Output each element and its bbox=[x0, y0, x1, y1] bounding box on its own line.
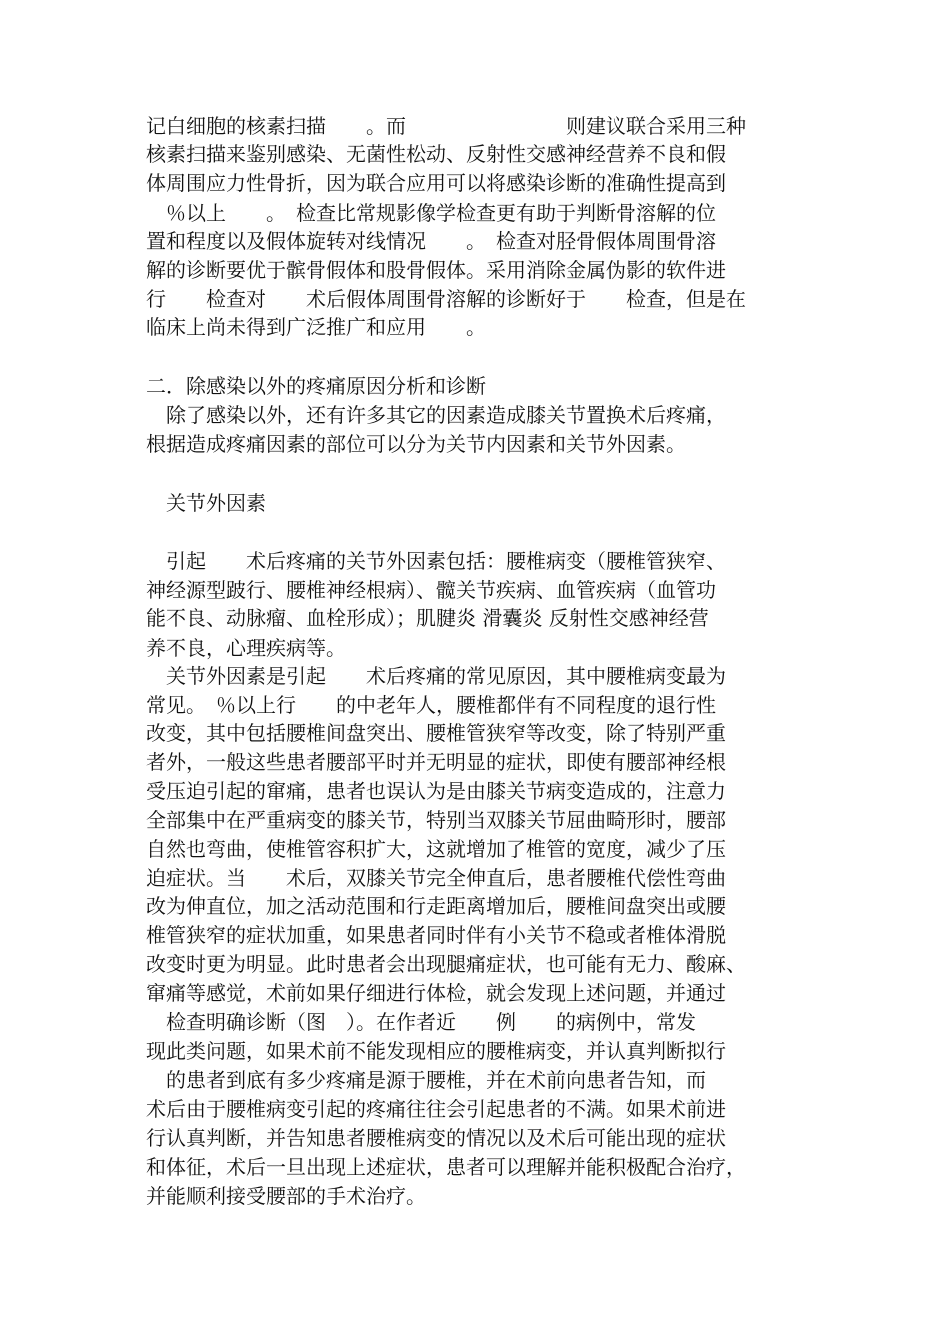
paragraph-4-line-17: 行认真判断，并告知患者腰椎病变的情况以及术后可能出现的症状 bbox=[146, 1126, 726, 1150]
paragraph-1-line-3: 体周围应力性骨折，因为联合应用可以将感染诊断的准确性提高到 bbox=[146, 171, 726, 195]
paragraph-4-line-18: 和体征，术后一旦出现上述症状，患者可以理解并能积极配合治疗， bbox=[146, 1155, 746, 1179]
section-2-heading: 二．除感染以外的疼痛原因分析和诊断 bbox=[146, 374, 486, 398]
paragraph-4-line-2: 常见。 ％以上行 的中老年人，腰椎都伴有不同程度的退行性 bbox=[146, 693, 716, 717]
section-2-intro-line-2: 根据造成疼痛因素的部位可以分为关节内因素和关节外因素。 bbox=[146, 432, 686, 456]
paragraph-1-line-1: 记白细胞的核素扫描 。而 则建议联合采用三种 bbox=[146, 114, 746, 138]
paragraph-1-line-6: 解的诊断要优于髌骨假体和股骨假体。采用消除金属伪影的软件进 bbox=[146, 258, 726, 282]
paragraph-1-line-7: 行 检查对 术后假体周围骨溶解的诊断好于 检查，但是在 bbox=[146, 287, 746, 311]
paragraph-4-line-10: 椎管狭窄的症状加重，如果患者同时伴有小关节不稳或者椎体滑脱 bbox=[146, 923, 726, 947]
paragraph-1-line-4: ％以上 。 检查比常规影像学检查更有助于判断骨溶解的位 bbox=[146, 201, 716, 225]
paragraph-4-line-16: 术后由于腰椎病变引起的疼痛往往会引起患者的不满。如果术前进 bbox=[146, 1097, 726, 1121]
paragraph-4-line-3: 改变，其中包括腰椎间盘突出、腰椎管狭窄等改变，除了特别严重 bbox=[146, 721, 726, 745]
paragraph-1-line-8: 临床上尚未得到广泛推广和应用 。 bbox=[146, 315, 486, 339]
paragraph-4-line-12: 窜痛等感觉，术前如果仔细进行体检，就会发现上述问题，并通过 bbox=[146, 981, 726, 1005]
paragraph-1-line-2: 核素扫描来鉴别感染、无菌性松动、反射性交感神经营养不良和假 bbox=[146, 142, 726, 166]
paragraph-4-line-6: 全部集中在严重病变的膝关节，特别当双膝关节屈曲畸形时，腰部 bbox=[146, 808, 726, 832]
paragraph-4-line-8: 迫症状。当 术后，双膝关节完全伸直后，患者腰椎代偿性弯曲 bbox=[146, 866, 726, 890]
paragraph-4-line-14: 现此类问题，如果术前不能发现相应的腰椎病变，并认真判断拟行 bbox=[146, 1039, 726, 1063]
paragraph-4-line-13: 检查明确诊断（图 ）。在作者近 例 的病例中，常发 bbox=[146, 1010, 696, 1034]
paragraph-4-line-9: 改为伸直位，加之活动范围和行走距离增加后，腰椎间盘突出或腰 bbox=[146, 894, 726, 918]
paragraph-1-line-5: 置和程度以及假体旋转对线情况 。 检查对胫骨假体周围骨溶 bbox=[146, 229, 716, 253]
paragraph-4-line-4: 者外，一般这些患者腰部平时并无明显的症状，即使有腰部神经根 bbox=[146, 750, 726, 774]
paragraph-3-line-2: 神经源型跛行、腰椎神经根病）、髋关节疾病、血管疾病（血管功 bbox=[146, 578, 716, 602]
paragraph-3-line-4: 养不良，心理疾病等。 bbox=[146, 636, 346, 660]
subsection-heading: 关节外因素 bbox=[146, 491, 266, 515]
paragraph-4-line-15: 的患者到底有多少疼痛是源于腰椎，并在术前向患者告知，而 bbox=[146, 1068, 706, 1092]
paragraph-4-line-1: 关节外因素是引起 术后疼痛的常见原因，其中腰椎病变最为 bbox=[146, 664, 726, 688]
paragraph-4-line-19: 并能顺利接受腰部的手术治疗。 bbox=[146, 1184, 426, 1208]
paragraph-4-line-5: 受压迫引起的窜痛，患者也误认为是由膝关节病变造成的，注意力 bbox=[146, 779, 726, 803]
paragraph-3-line-3: 能不良、动脉瘤、血栓形成）；肌腱炎 滑囊炎 反射性交感神经营 bbox=[146, 606, 709, 630]
paragraph-4-line-11: 改变时更为明显。此时患者会出现腿痛症状，也可能有无力、酸麻、 bbox=[146, 952, 746, 976]
paragraph-3-line-1: 引起 术后疼痛的关节外因素包括：腰椎病变（腰椎管狭窄、 bbox=[146, 549, 726, 573]
section-2-intro-line-1: 除了感染以外，还有许多其它的因素造成膝关节置换术后疼痛， bbox=[146, 403, 726, 427]
paragraph-4-line-7: 自然也弯曲，使椎管容积扩大，这就增加了椎管的宽度，减少了压 bbox=[146, 837, 726, 861]
